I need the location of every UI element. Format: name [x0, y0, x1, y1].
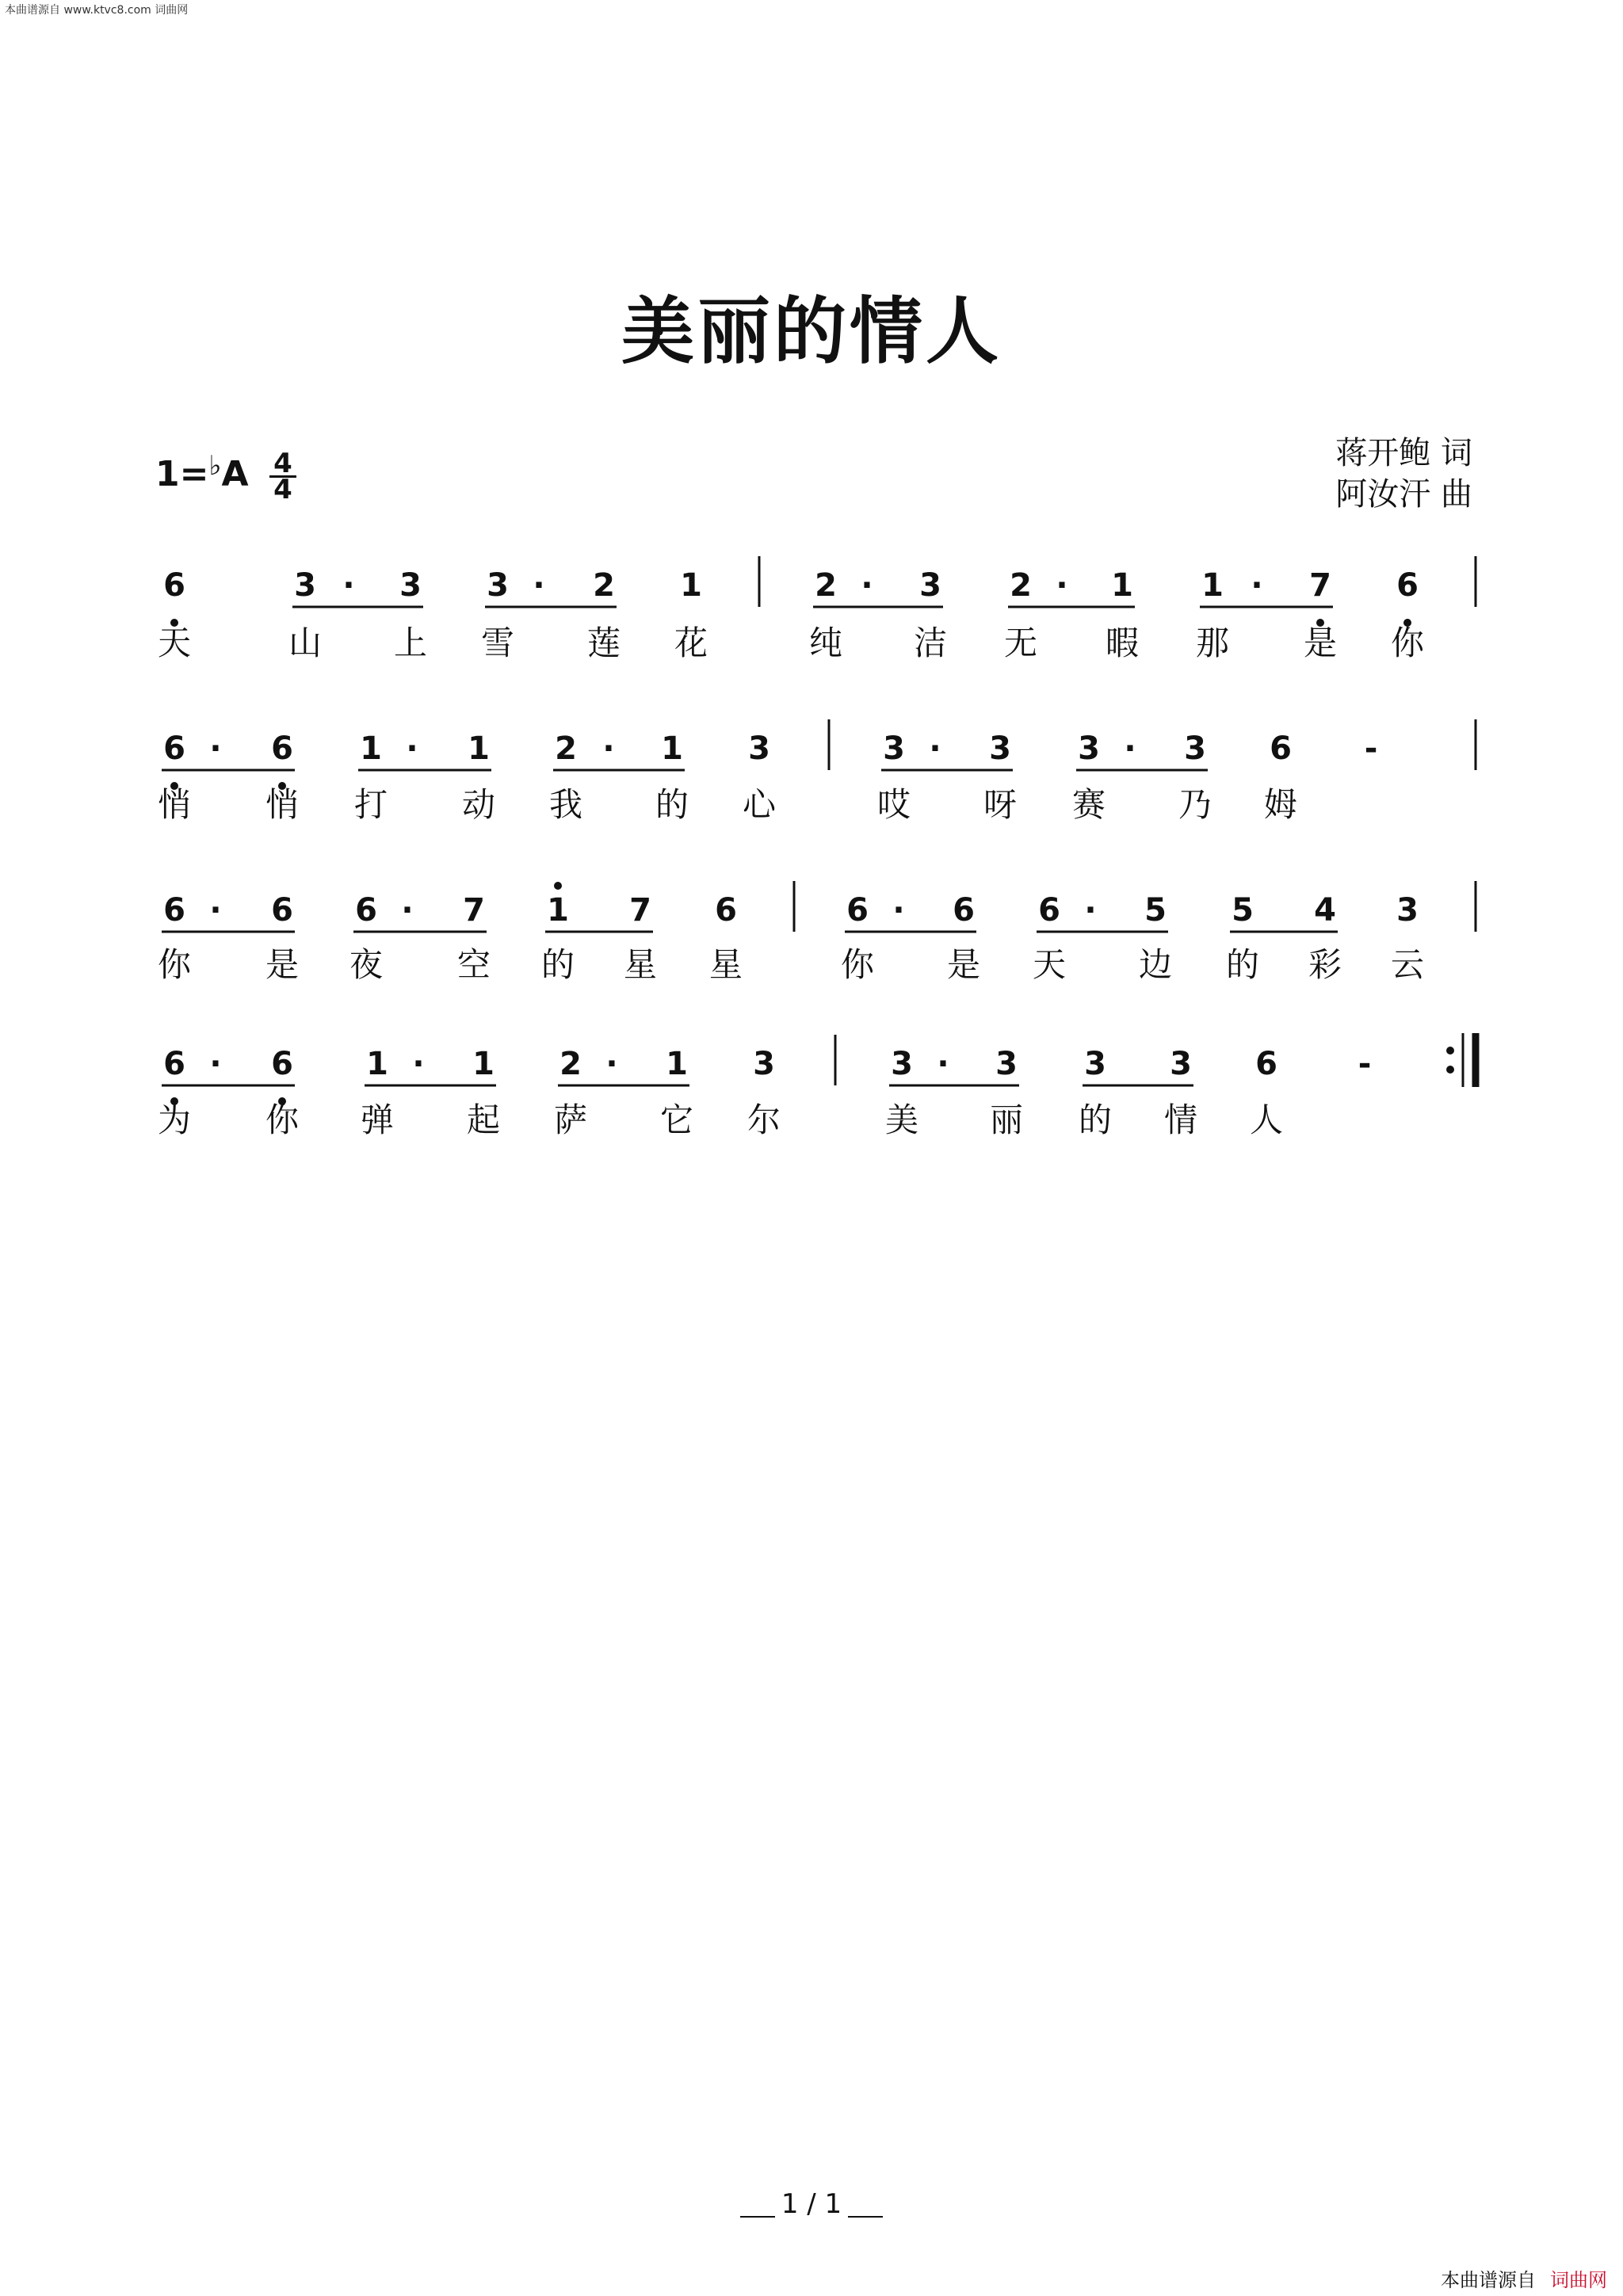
lyric-4-6: 它	[659, 1100, 694, 1139]
note-2-16: 3	[1184, 730, 1206, 767]
note-3-17: 4	[1314, 892, 1336, 929]
note-3-18: 3	[1396, 892, 1419, 929]
note-3-8: 7	[629, 892, 651, 929]
lyric-4-8: 美	[884, 1100, 919, 1139]
note-1-13: ·	[1056, 567, 1068, 604]
high-octave-dot	[554, 882, 562, 890]
note-4-11: 3	[891, 1046, 913, 1082]
song-title: 美丽的情人	[621, 288, 1002, 374]
note-1-6: ·	[533, 567, 545, 604]
note-1-1: 6	[163, 567, 185, 604]
lyric-4-2: 你	[265, 1100, 300, 1139]
lyric-1-3: 上	[393, 624, 428, 662]
note-4-13: 3	[995, 1046, 1018, 1082]
lyric-1-6: 花	[674, 624, 708, 662]
note-2-10: 3	[748, 730, 770, 767]
note-3-14: ·	[1084, 892, 1097, 929]
lyric-3-4: 空	[456, 945, 491, 984]
source-watermark: 本曲谱源自 www.ktvc8.com 词曲网	[5, 4, 189, 17]
time-signature-top: 4	[273, 448, 292, 479]
lyric-3-5: 的	[540, 945, 575, 984]
lyric-4-1: 为	[157, 1100, 192, 1139]
lyric-3-13: 彩	[1308, 945, 1342, 984]
lyric-4-11: 情	[1163, 1100, 1198, 1139]
note-2-6: 1	[468, 730, 490, 767]
lyric-3-10: 天	[1032, 945, 1067, 984]
lyric-2-7: 心	[742, 785, 777, 824]
lyric-2-10: 赛	[1071, 785, 1106, 824]
note-2-4: 1	[360, 730, 382, 767]
lyric-3-9: 是	[946, 945, 981, 984]
note-4-2: ·	[209, 1046, 222, 1082]
lyric-1-9: 无	[1003, 624, 1038, 662]
lyricist-credit: 蒋开鲍 词	[1335, 435, 1472, 471]
lyric-3-11: 边	[1138, 945, 1173, 984]
lyric-3-6: 星	[623, 945, 658, 984]
lyric-1-5: 莲	[586, 624, 621, 662]
note-1-4: 3	[399, 567, 422, 604]
lyric-1-4: 雪	[480, 624, 515, 662]
note-2-15: ·	[1124, 730, 1136, 767]
lyric-2-4: 动	[461, 785, 496, 824]
note-1-5: 3	[487, 567, 509, 604]
note-2-11: 3	[883, 730, 905, 767]
note-1-15: 1	[1201, 567, 1224, 604]
note-2-17: 6	[1270, 730, 1292, 767]
note-1-3: ·	[342, 567, 355, 604]
lyric-3-2: 是	[265, 945, 300, 984]
note-3-9: 6	[715, 892, 737, 929]
note-4-12: ·	[937, 1046, 949, 1082]
lyric-1-11: 那	[1195, 624, 1230, 662]
time-signature-bottom: 4	[273, 474, 292, 505]
note-3-7: 1	[547, 892, 569, 929]
note-1-12: 2	[1010, 567, 1032, 604]
note-3-6: 7	[463, 892, 485, 929]
page-number-rule-left	[740, 2216, 775, 2218]
composer-credit: 阿汝汗 曲	[1335, 476, 1472, 513]
lyric-1-8: 洁	[913, 624, 948, 662]
note-1-16: ·	[1251, 567, 1263, 604]
note-3-2: ·	[209, 892, 222, 929]
page-number-text: 1 / 1	[781, 2188, 842, 2220]
note-1-14: 1	[1111, 567, 1133, 604]
note-4-8: ·	[605, 1046, 618, 1082]
lyric-2-8: 哎	[876, 785, 911, 824]
note-2-13: 3	[989, 730, 1011, 767]
lyric-2-1: 悄	[157, 785, 192, 824]
lyric-4-5: 萨	[553, 1100, 588, 1139]
lyric-4-7: 尔	[747, 1100, 781, 1139]
lyric-4-10: 的	[1078, 1100, 1113, 1139]
note-4-17: -	[1358, 1046, 1372, 1082]
note-2-12: ·	[929, 730, 941, 767]
page-number-rule-right	[848, 2216, 883, 2218]
note-3-1: 6	[163, 892, 185, 929]
note-2-3: 6	[271, 730, 293, 767]
lyric-2-12: 姆	[1263, 785, 1298, 824]
note-2-8: ·	[602, 730, 615, 767]
note-3-12: 6	[953, 892, 975, 929]
note-1-8: 1	[680, 567, 702, 604]
note-3-13: 6	[1038, 892, 1060, 929]
lyric-2-2: 悄	[265, 785, 300, 824]
lyric-3-8: 你	[840, 945, 875, 984]
note-4-16: 6	[1255, 1046, 1277, 1082]
note-1-9: 2	[815, 567, 837, 604]
note-4-4: 1	[366, 1046, 388, 1082]
lyric-3-12: 的	[1225, 945, 1260, 984]
note-4-3: 6	[271, 1046, 293, 1082]
lyric-2-3: 打	[353, 785, 388, 824]
lyric-4-12: 人	[1249, 1100, 1284, 1139]
lyric-4-9: 丽	[989, 1100, 1024, 1139]
note-1-7: 2	[593, 567, 615, 604]
note-1-17: 7	[1309, 567, 1331, 604]
lyric-1-7: 纯	[808, 624, 843, 662]
note-4-5: ·	[412, 1046, 425, 1082]
note-3-3: 6	[271, 892, 293, 929]
lyric-3-1: 你	[157, 945, 192, 984]
note-3-11: ·	[892, 892, 905, 929]
note-3-10: 6	[846, 892, 869, 929]
note-2-9: 1	[661, 730, 683, 767]
note-4-7: 2	[559, 1046, 582, 1082]
key-note: A	[221, 454, 249, 494]
note-3-5: ·	[401, 892, 414, 929]
lyric-2-11: 乃	[1178, 785, 1212, 824]
note-1-10: ·	[861, 567, 873, 604]
note-2-5: ·	[406, 730, 418, 767]
lyric-1-10: 暇	[1105, 624, 1140, 662]
footer-text: 本曲谱源自	[1441, 2269, 1536, 2291]
lyric-3-3: 夜	[349, 945, 384, 984]
lyric-1-1: 天	[157, 624, 192, 662]
lyric-4-4: 起	[466, 1100, 501, 1139]
note-2-1: 6	[163, 730, 185, 767]
note-4-14: 3	[1084, 1046, 1106, 1082]
page-number	[0, 2188, 1623, 2220]
lyric-2-9: 呀	[983, 785, 1018, 824]
note-1-11: 3	[919, 567, 941, 604]
lyric-3-14: 云	[1390, 945, 1425, 984]
lyric-1-12: 是	[1303, 624, 1338, 662]
note-2-7: 2	[555, 730, 577, 767]
footer-brand: 词曲网	[1550, 2269, 1607, 2291]
repeat-dot	[1446, 1066, 1454, 1074]
note-4-10: 3	[753, 1046, 775, 1082]
note-1-2: 3	[294, 567, 316, 604]
lyric-2-6: 的	[655, 785, 689, 824]
note-2-14: 3	[1078, 730, 1100, 767]
note-2-2: ·	[209, 730, 222, 767]
note-4-1: 6	[163, 1046, 185, 1082]
note-4-15: 3	[1170, 1046, 1192, 1082]
repeat-dot	[1446, 1047, 1454, 1055]
lyric-2-5: 我	[548, 785, 583, 824]
key-prefix: 1=	[155, 454, 209, 494]
lyric-4-3: 弹	[360, 1100, 395, 1139]
note-3-15: 5	[1144, 892, 1167, 929]
footer-source	[1441, 2264, 1607, 2292]
note-4-6: 1	[472, 1046, 495, 1082]
flat-symbol: ♭	[208, 450, 222, 482]
note-3-16: 5	[1232, 892, 1254, 929]
lyric-3-7: 星	[708, 945, 743, 984]
note-1-18: 6	[1396, 567, 1419, 604]
note-3-4: 6	[355, 892, 377, 929]
lyric-1-2: 山	[288, 624, 323, 662]
note-4-9: 1	[666, 1046, 688, 1082]
note-2-18: -	[1364, 730, 1378, 767]
lyric-1-13: 你	[1390, 624, 1425, 662]
